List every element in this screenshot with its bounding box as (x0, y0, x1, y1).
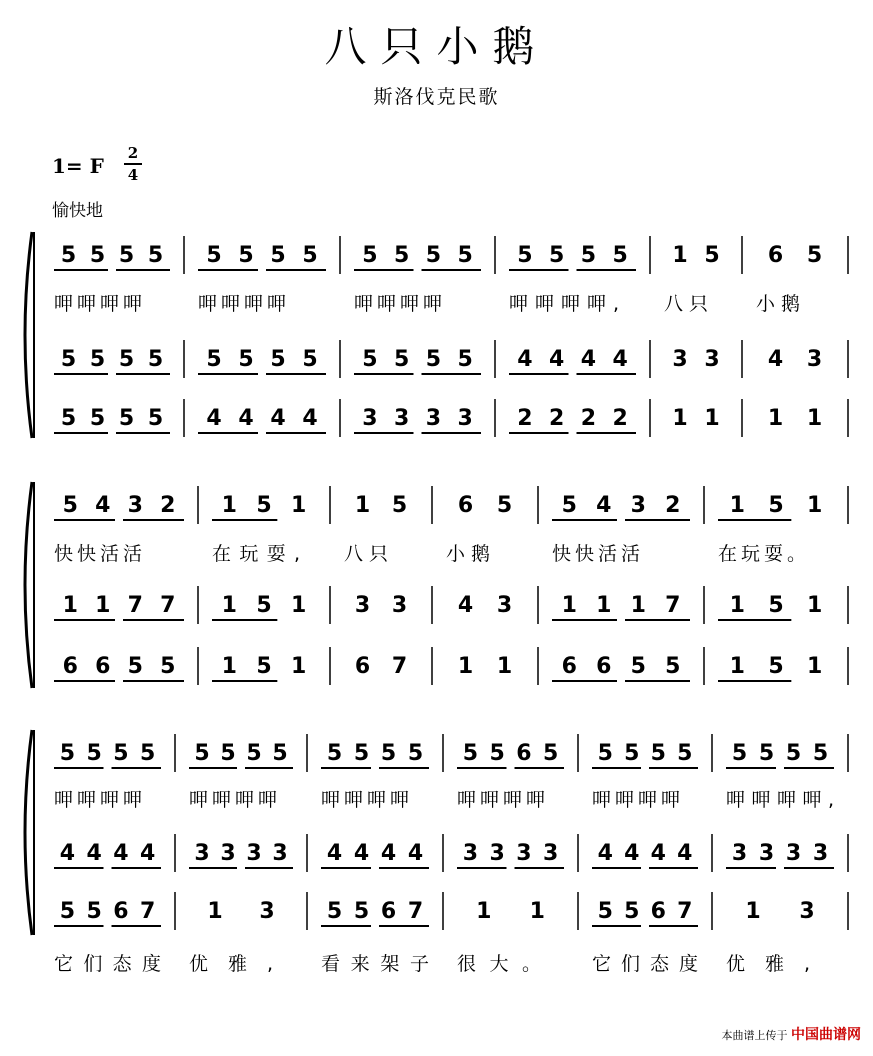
note: 3 (362, 406, 378, 431)
footer-text: 本曲谱上传于 (721, 1029, 788, 1042)
note: 5 (147, 347, 164, 372)
note: 1 (561, 593, 577, 618)
lyric: 八只 (344, 543, 388, 565)
note: 5 (270, 243, 286, 268)
note: 5 (60, 347, 77, 372)
note: 5 (238, 347, 254, 372)
note: 5 (806, 243, 823, 268)
note: 4 (624, 841, 640, 866)
lyric: 很大。 (457, 953, 541, 975)
note: 5 (380, 741, 397, 766)
note: 1 (729, 493, 745, 518)
note: 1 (207, 899, 223, 924)
note: 1 (729, 593, 745, 618)
note: 2 (548, 406, 565, 431)
note: 7 (127, 593, 143, 618)
note: 3 (220, 841, 236, 866)
note: 4 (580, 347, 597, 372)
note: 1 (745, 899, 761, 924)
note: 5 (86, 899, 102, 924)
lyric: 呷呷呷呷 (592, 789, 680, 811)
note: 1 (672, 406, 688, 431)
lyric: 在玩耍, (212, 543, 300, 565)
note: 6 (354, 654, 371, 679)
note: 4 (650, 841, 666, 866)
note: 3 (630, 493, 646, 518)
note: 4 (380, 841, 397, 866)
note: 5 (59, 741, 76, 766)
note: 4 (95, 493, 111, 518)
note: 5 (89, 347, 106, 372)
note: 5 (206, 243, 222, 268)
note: 1 (95, 593, 111, 618)
note: 6 (113, 899, 129, 924)
note: 5 (812, 741, 829, 766)
note: 4 (238, 406, 254, 431)
system-bracket (25, 482, 32, 688)
note: 3 (516, 841, 532, 866)
note: 5 (425, 347, 442, 372)
note: 3 (704, 347, 720, 372)
note: 4 (548, 347, 565, 372)
note: 1 (729, 654, 745, 679)
note: 4 (270, 406, 286, 431)
system-bracket (25, 232, 32, 438)
note: 5 (147, 243, 164, 268)
note: 2 (517, 406, 533, 431)
note: 3 (489, 841, 505, 866)
note: 3 (457, 406, 473, 431)
note: 4 (517, 347, 533, 372)
note: 5 (624, 741, 640, 766)
note: 1 (291, 654, 307, 679)
note: 3 (785, 841, 802, 866)
note: 5 (457, 347, 473, 372)
note: 1 (354, 493, 371, 518)
note: 1 (476, 899, 492, 924)
note: 3 (272, 841, 288, 866)
note: 5 (270, 347, 286, 372)
note: 5 (127, 654, 143, 679)
note: 5 (353, 899, 370, 924)
note: 7 (407, 899, 424, 924)
note: 4 (139, 841, 156, 866)
note: 5 (113, 741, 129, 766)
lyric: 小鹅 (756, 293, 800, 315)
note: 3 (672, 347, 688, 372)
note: 3 (354, 593, 371, 618)
note: 5 (256, 654, 272, 679)
note: 1 (221, 654, 237, 679)
score-title: 八只小鹅 (324, 22, 549, 71)
note: 5 (353, 741, 370, 766)
note: 5 (612, 243, 628, 268)
note: 1 (457, 654, 474, 679)
note: 5 (60, 406, 77, 431)
note: 5 (580, 243, 597, 268)
note: 5 (758, 741, 775, 766)
note: 5 (206, 347, 222, 372)
system-bracket (25, 730, 32, 935)
note: 1 (704, 406, 720, 431)
note: 3 (496, 593, 513, 618)
note: 7 (665, 593, 681, 618)
note: 3 (812, 841, 829, 866)
note: 3 (391, 593, 408, 618)
note: 1 (291, 493, 307, 518)
note: 2 (580, 406, 597, 431)
note: 2 (612, 406, 628, 431)
note: 1 (767, 406, 784, 431)
tempo-marking: 愉快地 (52, 201, 103, 221)
lyric: 快快活活 (552, 543, 640, 565)
note: 5 (86, 741, 102, 766)
note: 3 (799, 899, 815, 924)
note: 5 (256, 593, 272, 618)
note: 3 (462, 841, 479, 866)
note: 3 (194, 841, 210, 866)
note: 5 (677, 741, 693, 766)
note: 5 (650, 741, 666, 766)
lyric: 呷呷呷呷 (198, 293, 286, 315)
note: 4 (407, 841, 424, 866)
note: 4 (326, 841, 343, 866)
note: 5 (407, 741, 424, 766)
note: 5 (89, 243, 106, 268)
note: 5 (489, 741, 505, 766)
note: 4 (59, 841, 76, 866)
note: 1 (221, 593, 237, 618)
lyric: 看来架子 (321, 953, 429, 975)
note: 6 (95, 654, 111, 679)
note: 5 (548, 243, 565, 268)
note: 5 (457, 243, 473, 268)
note: 3 (425, 406, 442, 431)
note: 6 (767, 243, 784, 268)
note: 1 (596, 593, 612, 618)
note: 5 (326, 741, 343, 766)
note: 5 (139, 741, 156, 766)
note: 5 (391, 493, 408, 518)
note: 5 (220, 741, 236, 766)
note: 1 (291, 593, 307, 618)
note: 4 (113, 841, 129, 866)
note: 7 (391, 654, 408, 679)
note: 5 (326, 899, 343, 924)
note: 5 (425, 243, 442, 268)
note: 4 (677, 841, 693, 866)
note: 4 (596, 493, 612, 518)
note: 1 (221, 493, 237, 518)
lyric: 呷呷呷呷 (54, 293, 142, 315)
note: 1 (529, 899, 545, 924)
note: 5 (785, 741, 802, 766)
time-signature-bottom: 4 (127, 166, 139, 184)
lyric: 呷呷呷呷 (354, 293, 442, 315)
note: 7 (160, 593, 176, 618)
lyric: 优雅, (726, 953, 810, 975)
note: 5 (630, 654, 646, 679)
lyric: 它们态度 (54, 953, 161, 975)
lyric: 呷呷呷呷 (189, 789, 277, 811)
note: 3 (731, 841, 748, 866)
note: 4 (597, 841, 613, 866)
note: 5 (246, 741, 262, 766)
note: 5 (272, 741, 288, 766)
lyric: 小鹅 (446, 543, 490, 565)
note: 1 (62, 593, 78, 618)
note: 1 (807, 593, 823, 618)
note: 3 (758, 841, 775, 866)
note: 6 (596, 654, 612, 679)
note: 1 (672, 243, 688, 268)
note: 4 (302, 406, 318, 431)
note: 2 (160, 493, 176, 518)
lyric: 八只 (664, 293, 708, 315)
note: 6 (380, 899, 397, 924)
lyric: 它们态度 (592, 953, 698, 975)
note: 3 (246, 841, 262, 866)
note: 1 (630, 593, 646, 618)
footer-site-logo: 中国曲谱网 (791, 1027, 861, 1043)
note: 2 (665, 493, 681, 518)
note: 5 (496, 493, 513, 518)
note: 5 (768, 493, 784, 518)
note: 1 (807, 493, 823, 518)
score-subtitle: 斯洛伐克民歌 (373, 86, 500, 108)
note: 6 (457, 493, 474, 518)
note: 5 (362, 243, 378, 268)
lyric: 呷呷呷呷, (726, 789, 834, 811)
lyric: 在玩耍。 (718, 543, 806, 565)
note: 4 (86, 841, 102, 866)
footer (722, 1024, 862, 1044)
note: 5 (238, 243, 254, 268)
note: 6 (62, 654, 78, 679)
lyric: 呷呷呷呷 (457, 789, 545, 811)
note: 3 (393, 406, 410, 431)
note: 5 (393, 347, 410, 372)
note: 6 (650, 899, 666, 924)
note: 4 (206, 406, 222, 431)
note: 5 (59, 899, 76, 924)
note: 3 (806, 347, 823, 372)
note: 5 (62, 493, 78, 518)
note: 6 (561, 654, 577, 679)
note: 5 (89, 406, 106, 431)
note: 7 (139, 899, 156, 924)
note: 3 (259, 899, 275, 924)
time-signature-top: 2 (127, 144, 139, 162)
note: 5 (160, 654, 176, 679)
note: 1 (807, 654, 823, 679)
note: 5 (147, 406, 164, 431)
note: 5 (704, 243, 720, 268)
note: 5 (597, 741, 613, 766)
note: 5 (462, 741, 479, 766)
note: 5 (302, 243, 318, 268)
note: 5 (624, 899, 640, 924)
note: 6 (516, 741, 532, 766)
note: 5 (362, 347, 378, 372)
note: 4 (457, 593, 474, 618)
lyric: 呷呷呷呷, (509, 293, 619, 315)
note: 1 (496, 654, 513, 679)
note: 5 (542, 741, 559, 766)
note: 5 (60, 243, 77, 268)
note: 5 (118, 347, 135, 372)
note: 5 (118, 406, 135, 431)
note: 3 (542, 841, 559, 866)
lyric: 优雅, (189, 953, 273, 975)
note: 5 (597, 899, 613, 924)
note: 5 (768, 654, 784, 679)
lyric: 呷呷呷呷 (321, 789, 409, 811)
note: 5 (118, 243, 135, 268)
note: 4 (767, 347, 784, 372)
note: 5 (393, 243, 410, 268)
note: 5 (194, 741, 210, 766)
note: 5 (517, 243, 533, 268)
note: 5 (561, 493, 577, 518)
note: 5 (665, 654, 681, 679)
note: 5 (256, 493, 272, 518)
key-signature: 1= F (52, 154, 104, 178)
lyric: 快快活活 (54, 543, 142, 565)
note: 1 (806, 406, 823, 431)
note: 5 (302, 347, 318, 372)
note: 3 (127, 493, 143, 518)
note: 5 (768, 593, 784, 618)
note: 4 (353, 841, 370, 866)
note: 7 (677, 899, 693, 924)
lyric: 呷呷呷呷 (54, 789, 142, 811)
note: 4 (612, 347, 628, 372)
note: 5 (731, 741, 748, 766)
